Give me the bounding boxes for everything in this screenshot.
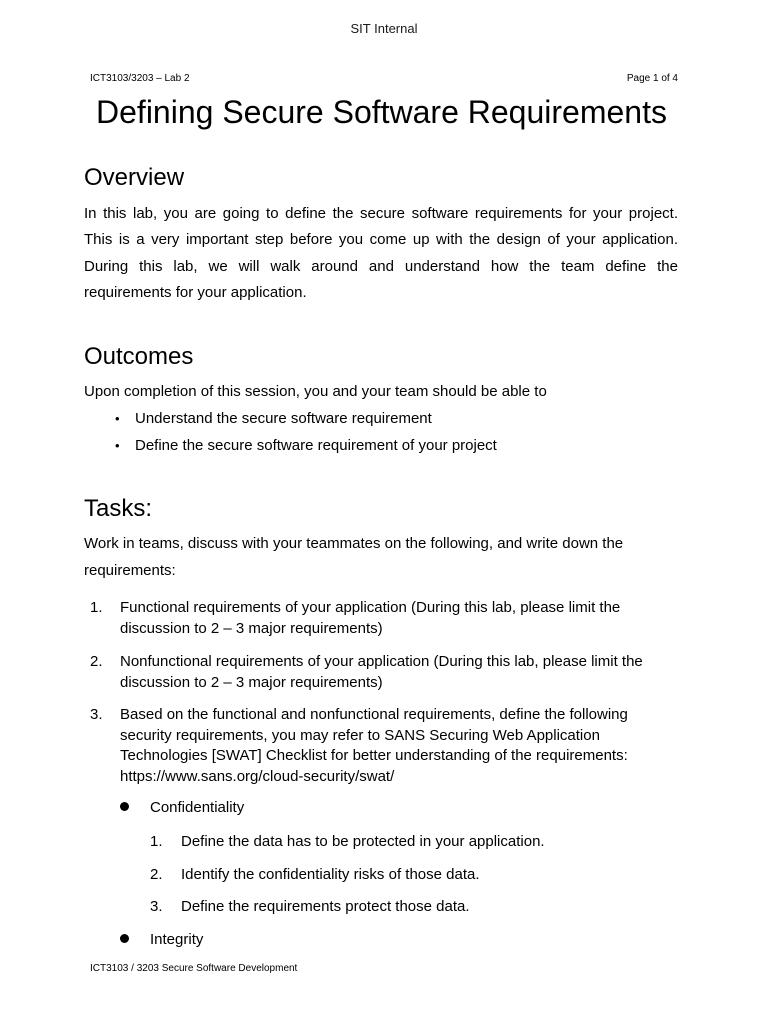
bullet-icon	[120, 802, 129, 811]
outcome-item-text: Understand the secure software requirement	[135, 410, 432, 427]
step-number: 1.	[150, 833, 163, 850]
task-item-3	[90, 705, 680, 788]
step-number: 3.	[150, 898, 163, 915]
confidentiality-step	[150, 897, 470, 917]
bullet-icon: •	[115, 411, 120, 426]
tasks-intro-line: Work in teams, discuss with your teammates on the following, and write down the	[84, 535, 624, 552]
overview-line: requirements for your application.	[84, 283, 307, 301]
outcome-item-text: Define the secure software requirement of your project	[135, 437, 497, 454]
page-footer: ICT3103 / 3203 Secure Software Development	[90, 963, 298, 974]
classification-label: SIT Internal	[350, 21, 418, 36]
task-number: 2.	[90, 653, 103, 670]
step-text: Define the requirements protect those data.	[181, 898, 470, 915]
confidentiality-label: Confidentiality	[150, 799, 245, 816]
integrity-label: Integrity	[150, 931, 204, 948]
integrity-item	[120, 930, 203, 950]
task-item-1	[90, 598, 680, 639]
swat-checklist-link: https://www.sans.org/cloud-security/swat/	[120, 768, 395, 786]
step-text: Identify the confidentiality risks of those data.	[181, 866, 480, 883]
outcomes-heading: Outcomes	[84, 343, 194, 370]
outcome-item	[115, 409, 432, 429]
task-line: Nonfunctional requirements of your application (During this lab, please limit the	[120, 653, 643, 670]
task-line: discussion to 2 – 3 major requirements)	[120, 673, 383, 691]
course-lab-label: ICT3103/3203 – Lab 2	[90, 73, 190, 84]
task-text	[120, 652, 680, 693]
confidentiality-step	[150, 832, 545, 852]
page-indicator: Page 1 of 4	[626, 73, 678, 84]
task-number: 1.	[90, 599, 103, 616]
confidentiality-item	[120, 798, 244, 818]
overview-paragraph	[84, 201, 678, 306]
tasks-intro-line: requirements:	[84, 561, 176, 579]
task-item-2	[90, 652, 680, 693]
bullet-icon	[120, 934, 129, 943]
task-line: Based on the functional and nonfunctional requirements, define the following	[120, 706, 628, 723]
task-line: security requirements, you may refer to SANS Securing Web Application	[120, 726, 600, 744]
task-line: discussion to 2 – 3 major requirements)	[120, 619, 383, 637]
overview-line: During this lab, we will walk around and understand how the team define the	[84, 257, 678, 275]
tasks-heading: Tasks:	[84, 495, 153, 522]
overview-heading: Overview	[84, 164, 185, 191]
task-text	[120, 705, 680, 788]
task-text	[120, 598, 680, 639]
step-text: Define the data has to be protected in your application.	[181, 833, 545, 850]
confidentiality-step	[150, 865, 480, 885]
task-line: Technologies [SWAT] Checklist for better understanding of the requirements:	[120, 747, 628, 765]
outcomes-intro: Upon completion of this session, you and your team should be able to	[84, 383, 547, 400]
task-number: 3.	[90, 706, 103, 723]
overview-line: In this lab, you are going to define the secure software requirements for your project.	[84, 205, 678, 222]
outcome-item	[115, 436, 497, 456]
task-line: Functional requirements of your application (During this lab, please limit the	[120, 599, 621, 616]
step-number: 2.	[150, 866, 163, 883]
tasks-intro	[84, 531, 678, 584]
bullet-icon: •	[115, 438, 120, 453]
overview-line: This is a very important step before you come up with the design of your application.	[84, 231, 678, 249]
document-title: Defining Secure Software Requirements	[96, 94, 667, 130]
